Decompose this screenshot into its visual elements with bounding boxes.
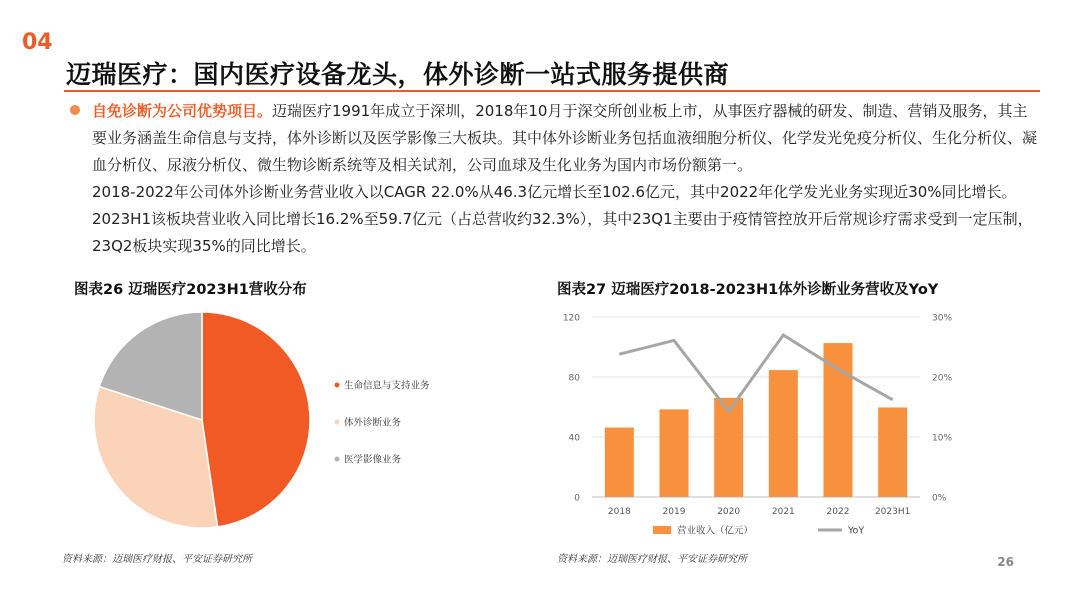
source-note-left: 资料来源：迈瑞医疗财报、平安证券研究所 [62, 554, 252, 565]
bar-2022 [824, 343, 853, 497]
y-left-tick: 40 [568, 433, 580, 444]
legend-label-3: 医学影像业务 [344, 454, 402, 466]
legend-label-1: 生命信息与支持业务 [344, 380, 430, 392]
page-number: 26 [997, 555, 1014, 569]
y-right-tick: 10% [932, 433, 953, 444]
bar-2019 [660, 409, 689, 497]
y-right-tick: 0% [932, 493, 947, 504]
x-tick-label: 2022 [826, 507, 850, 517]
legend-marker-1 [335, 383, 340, 388]
bullet-icon [70, 105, 80, 115]
y-left-tick: 80 [568, 373, 580, 384]
legend-bar-swatch [653, 526, 671, 534]
y-left-tick: 120 [562, 313, 580, 324]
paragraph-1 [92, 98, 1042, 179]
chart27-title: 图表27 迈瑞医疗2018-2023H1体外诊断业务营收及YoY [557, 282, 939, 298]
x-tick-label: 2018 [607, 507, 631, 517]
x-tick-label: 2019 [662, 507, 686, 517]
x-tick-label: 2020 [717, 507, 741, 517]
bar-2020 [714, 398, 743, 497]
source-note-right: 资料来源：迈瑞医疗财报、平安证券研究所 [557, 554, 747, 565]
legend-line-label: YoY [848, 525, 865, 537]
pie-slice-1 [202, 312, 310, 527]
chart26-title: 图表26 迈瑞医疗2023H1营收分布 [74, 282, 307, 298]
paragraph-2: 2018-2022年公司体外诊断业务营业收入以CAGR 22.0%从46.3亿元增长至102.6亿元，其中2022年化学发光业务实现近30%同比增长。2023H1该板块营业收入同比增长16.2%至59.7亿元（占总营收约32.3%），其中23Q1主要由于疫情管控放开后常规诊疗需求受到一定压制，23Q2板块实现35%的同比增长。 [92, 183, 1033, 255]
bar-line-chart [550, 300, 1020, 545]
pie-chart [60, 300, 500, 550]
page-title: 迈瑞医疗：国内医疗设备龙头，体外诊断一站式服务提供商 [66, 60, 730, 89]
bar-2023H1 [878, 407, 907, 497]
title-divider [64, 90, 1040, 92]
legend-label-2: 体外诊断业务 [344, 417, 402, 429]
section-number: 04 [22, 30, 53, 55]
y-right-tick: 30% [932, 313, 953, 324]
paragraph-1-highlight: 自免诊断为公司优势项目。 [92, 102, 273, 120]
legend-marker-3 [335, 457, 340, 462]
x-tick-label: 2023H1 [874, 507, 911, 517]
y-right-tick: 20% [932, 373, 953, 384]
x-tick-label: 2021 [771, 507, 795, 517]
legend-bar-label: 营业收入（亿元） [677, 525, 754, 537]
bar-2018 [605, 428, 634, 497]
bar-2021 [769, 370, 798, 497]
paragraph-1-body: 迈瑞医疗1991年成立于深圳，2018年10月于深交所创业板上市，从事医疗器械的研发、制造、营销及服务，其主要业务涵盖生命信息与支持，体外诊断以及医学影像三大板块。其中体外诊断业务包括血液细胞分析仪、化学发光免疫分析仪、生化分析仪、凝血分析仪、尿液分析仪、微生物诊断系统等及相关试剂，公司血球及生化业务为国内市场份额第一。 [92, 102, 1038, 174]
body-text [92, 98, 1042, 260]
y-left-tick: 0 [574, 493, 580, 504]
legend-marker-2 [335, 420, 340, 425]
